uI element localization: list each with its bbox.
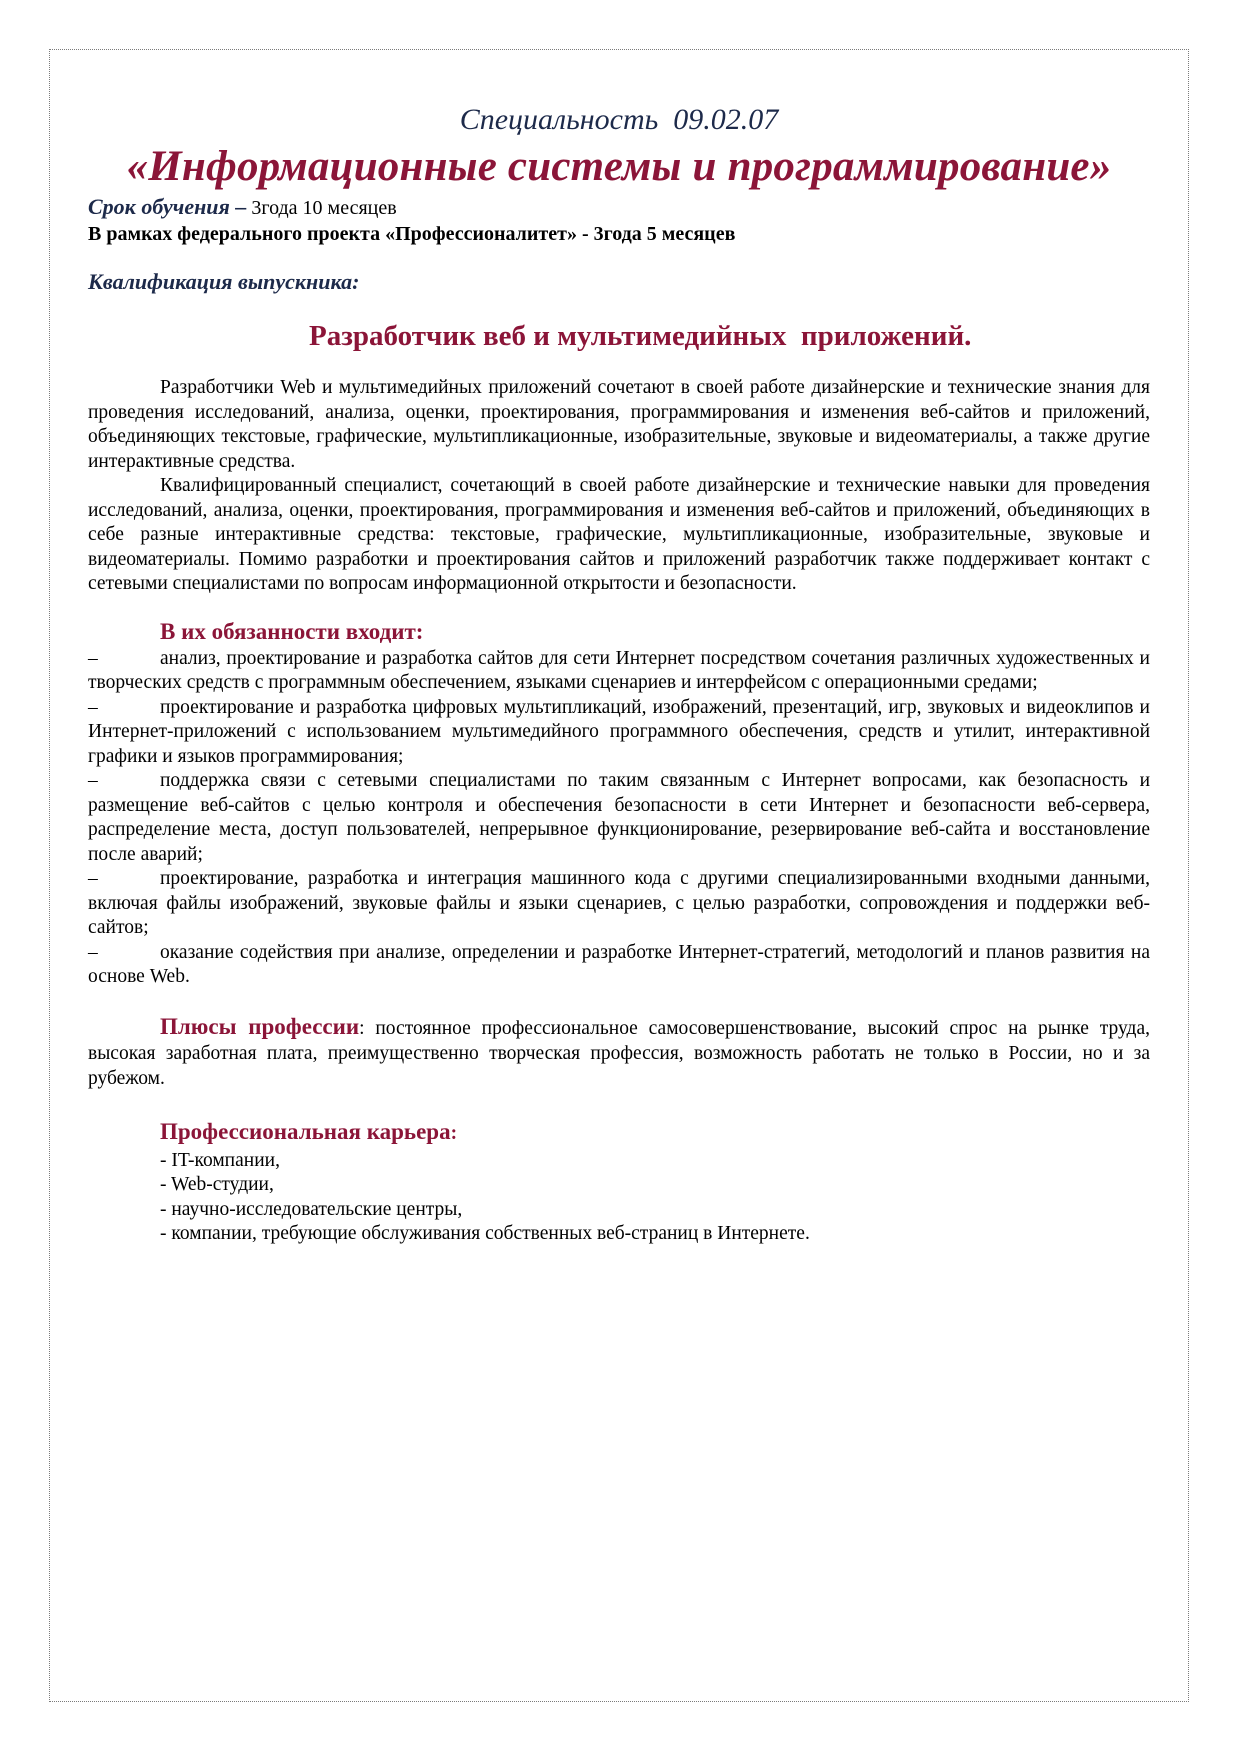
list-item: - научно-исследовательские центры, (160, 1198, 463, 1220)
duty-item (88, 867, 1150, 941)
qualification-label: Квалификация выпускника: (88, 269, 360, 294)
dash-marker: – (88, 770, 98, 791)
dash-marker: – (88, 647, 98, 669)
list-item: - компании, требующие обслуживания собственных веб-страниц в Интернете. (160, 1223, 810, 1244)
duty-item (88, 941, 1150, 990)
pluses-heading: Плюсы профессии (160, 1013, 360, 1039)
duty-item (88, 769, 1150, 867)
duty-text: оказание содействия при анализе, определении и разработке Интернет-стратегий, методологий и планов развития на основе Web. (88, 941, 1150, 987)
duties-heading: В их обязанности входит: (160, 618, 424, 644)
career-heading: Профессиональная карьера (160, 1118, 451, 1144)
dash-marker: – (88, 941, 98, 963)
duty-text: поддержка связи с сетевыми специалистами по таким связанным с Интернет вопросами, как безопасность и размещение веб-сайтов с целью контроля и обеспечения безопасности в сети Интернет и безопасности веб-сервера, распределение места, доступ пользователей, непрерывное функционирование, резервирование веб-сайта и восстановление после аварий; (88, 770, 1150, 865)
duty-item (88, 647, 1150, 696)
duty-item (88, 696, 1150, 770)
study-duration (88, 194, 1150, 221)
dash-marker: – (88, 868, 98, 889)
duty-text: проектирование и разработка цифровых мультипликаций, изображений, презентаций, игр, звуковых и видеоклипов и Интернет-приложений с использованием мультимедийного программного обеспечения, средств и утилит, интерактивной графики и языков программирования; (88, 696, 1150, 767)
list-item: - IT-компании, (160, 1149, 280, 1171)
dash-marker: – (88, 696, 98, 718)
career-colon: : (450, 1122, 458, 1144)
document-body (88, 100, 1150, 1247)
career-heading-line (160, 1117, 1150, 1149)
description-paragraph: Разработчики Web и мультимедийных приложений сочетают в своей работе дизайнерские и технические знания для проведения исследований, анализа, оценки, проектирования, программирования и изменения веб-сайтов и приложений, объединяющих текстовые, графические, мультипликационные, изобразительные, звуковые и видеоматериалы, а также другие интерактивные средства. (88, 377, 1150, 472)
qualification-name: Разработчик веб и мультимедийных приложений. (309, 320, 972, 352)
description-paragraph: Квалифицированный специалист, сочетающий в своей работе дизайнерские и технические навыки для проведения исследований, анализа, оценки, проектирования, программирования и изменения веб-сайтов и приложений, объединяющих в себе разные интерактивные средства: текстовые, графические, мультипликационные, изобразительные, звуковые и видеоматериалы. Помимо разработки и проектирования сайтов и приложений разработчик также поддерживает контакт с сетевыми специалистами по вопросам информационной открытости и безопасности. (88, 475, 1150, 594)
duration-value: 3года 10 месяцев (246, 197, 397, 219)
duration-label: Срок обучения – (88, 194, 247, 219)
career-list (160, 1149, 1150, 1247)
federal-project-duration: В рамках федерального проекта «Профессионалитет» - 3года 5 месяцев (88, 223, 736, 245)
pluses-text: : постоянное профессиональное самосовершенствование, высокий спрос на рынке труда, высокая заработная плата, преимущественно творческая профессия, возможность работать не только в России, но и за рубежом. (88, 1017, 1151, 1089)
profession-pluses (88, 1014, 1150, 1091)
program-title: «Информационные системы и программирование» (126, 143, 1112, 190)
duty-text: проектирование, разработка и интеграция машинного кода с другими специализированными входными данными, включая файлы изображений, звуковые файлы и языки сценариев, с целью разработки, сопровождения и поддержки веб-сайтов; (88, 868, 1150, 938)
duty-text: анализ, проектирование и разработка сайтов для сети Интернет посредством сочетания различных художественных и творческих средств с программным обеспечением, языками сценариев и интерфейсом с операционными средами; (88, 647, 1150, 693)
list-item: - Web-студии, (160, 1174, 274, 1195)
specialty-code: Специальность 09.02.07 (459, 103, 779, 136)
